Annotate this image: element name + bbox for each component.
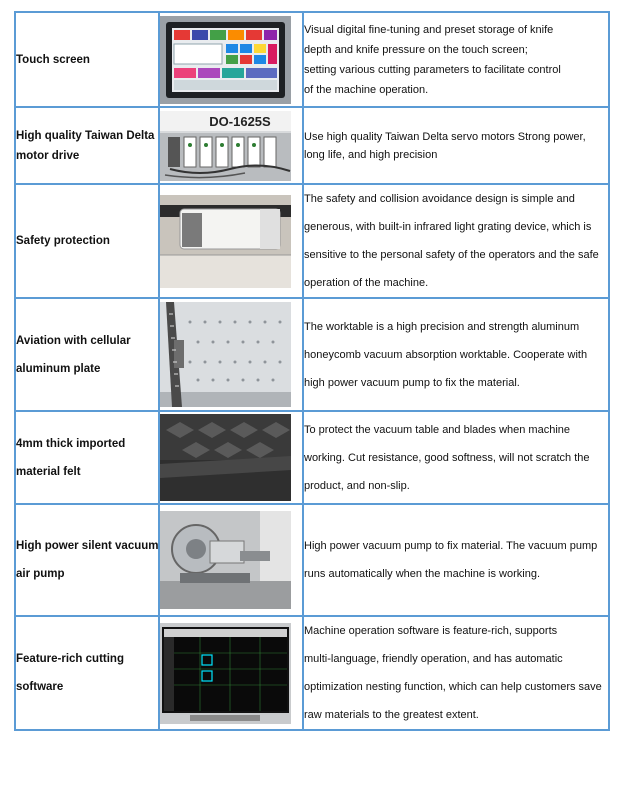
feature-name-line: Feature-rich cutting — [16, 653, 124, 665]
description-line: honeycomb vacuum absorption worktable. Cooperate with — [304, 348, 588, 361]
table-row — [15, 616, 609, 730]
description-line: product, and non-slip. — [304, 479, 410, 492]
feature-name-line: software — [16, 681, 64, 693]
feature-name-cell — [15, 504, 159, 616]
feature-name-cell — [15, 411, 159, 504]
photo-cell — [159, 616, 303, 730]
description-line: operation of the machine. — [304, 277, 429, 289]
description-cell — [303, 107, 609, 184]
photo-cell — [159, 504, 303, 616]
feature-name-cell — [15, 298, 159, 411]
description-line: High power vacuum pump to fix material. The vacuum pump — [304, 540, 598, 552]
description-cell — [303, 504, 609, 616]
description-line: Use high quality Taiwan Delta servo motors Strong power, — [304, 130, 586, 143]
feature-name-line: 4mm thick imported — [16, 437, 126, 450]
description-line: To protect the vacuum table and blades when machine — [304, 423, 570, 436]
feature-name-line: High power silent vacuum — [16, 540, 159, 552]
description-line: multi-language, friendly operation, and has automatic — [304, 653, 563, 665]
description-line: The safety and collision avoidance design is simple and — [304, 193, 575, 205]
description-line: working. Cut resistance, good softness, will not scratch the — [304, 451, 590, 464]
aluminum-plate-photo — [160, 302, 291, 407]
description-line: raw materials to the greatest extent. — [304, 709, 479, 721]
table-row — [15, 504, 609, 616]
photo-cell — [159, 184, 303, 298]
feature-name-cell — [15, 616, 159, 730]
description-line: of the machine operation. — [304, 83, 429, 96]
photo-cell — [159, 411, 303, 504]
table-row — [15, 107, 609, 184]
vacuum-pump-photo — [160, 511, 291, 609]
description-line: high power vacuum pump to fix the material. — [304, 376, 520, 389]
feature-table — [14, 11, 610, 731]
description-line: Machine operation software is feature-rich, supports — [304, 625, 558, 637]
description-cell — [303, 298, 609, 411]
description-line: setting various cutting parameters to facilitate control — [304, 63, 561, 76]
table-row — [15, 184, 609, 298]
machine-model-label: DO-1625S — [209, 113, 271, 129]
description-line: depth and knife pressure on the touch screen; — [304, 43, 528, 56]
feature-name-line: air pump — [16, 568, 65, 580]
feature-name-line: motor drive — [16, 149, 80, 162]
feature-name-cell — [15, 184, 159, 298]
feature-name-line: material felt — [16, 465, 81, 478]
photo-cell — [159, 298, 303, 411]
cutting-software-photo — [160, 623, 291, 724]
description-line: The worktable is a high precision and strength aluminum — [304, 320, 580, 333]
description-cell — [303, 184, 609, 298]
photo-cell — [159, 12, 303, 107]
description-line: long life, and high precision — [304, 148, 438, 161]
table-row — [15, 12, 609, 107]
safety-protection-photo — [160, 195, 291, 288]
description-line: sensitive to the personal safety of the operators and the safe — [304, 249, 599, 261]
feature-name-line: Touch screen — [16, 53, 90, 66]
table-row — [15, 298, 609, 411]
feature-name-line: Safety protection — [16, 235, 110, 247]
table-row — [15, 411, 609, 504]
description-cell — [303, 12, 609, 107]
feature-name-cell — [15, 107, 159, 184]
description-cell — [303, 616, 609, 730]
feature-name-line: High quality Taiwan Delta — [16, 129, 155, 142]
motor-drive-photo — [160, 111, 291, 181]
material-felt-photo — [160, 414, 291, 501]
description-line: Visual digital fine-tuning and preset storage of knife — [304, 23, 554, 36]
description-line: runs automatically when the machine is working. — [304, 568, 541, 580]
photo-cell — [159, 107, 303, 184]
feature-name-cell — [15, 12, 159, 107]
description-line: generous, with built-in infrared light grating device, which is — [304, 221, 592, 233]
feature-name-line: Aviation with cellular — [16, 334, 131, 347]
touch-screen-photo — [160, 16, 291, 104]
feature-name-line: aluminum plate — [16, 362, 101, 375]
description-line: optimization nesting function, which can help customers save — [304, 681, 602, 693]
description-cell — [303, 411, 609, 504]
